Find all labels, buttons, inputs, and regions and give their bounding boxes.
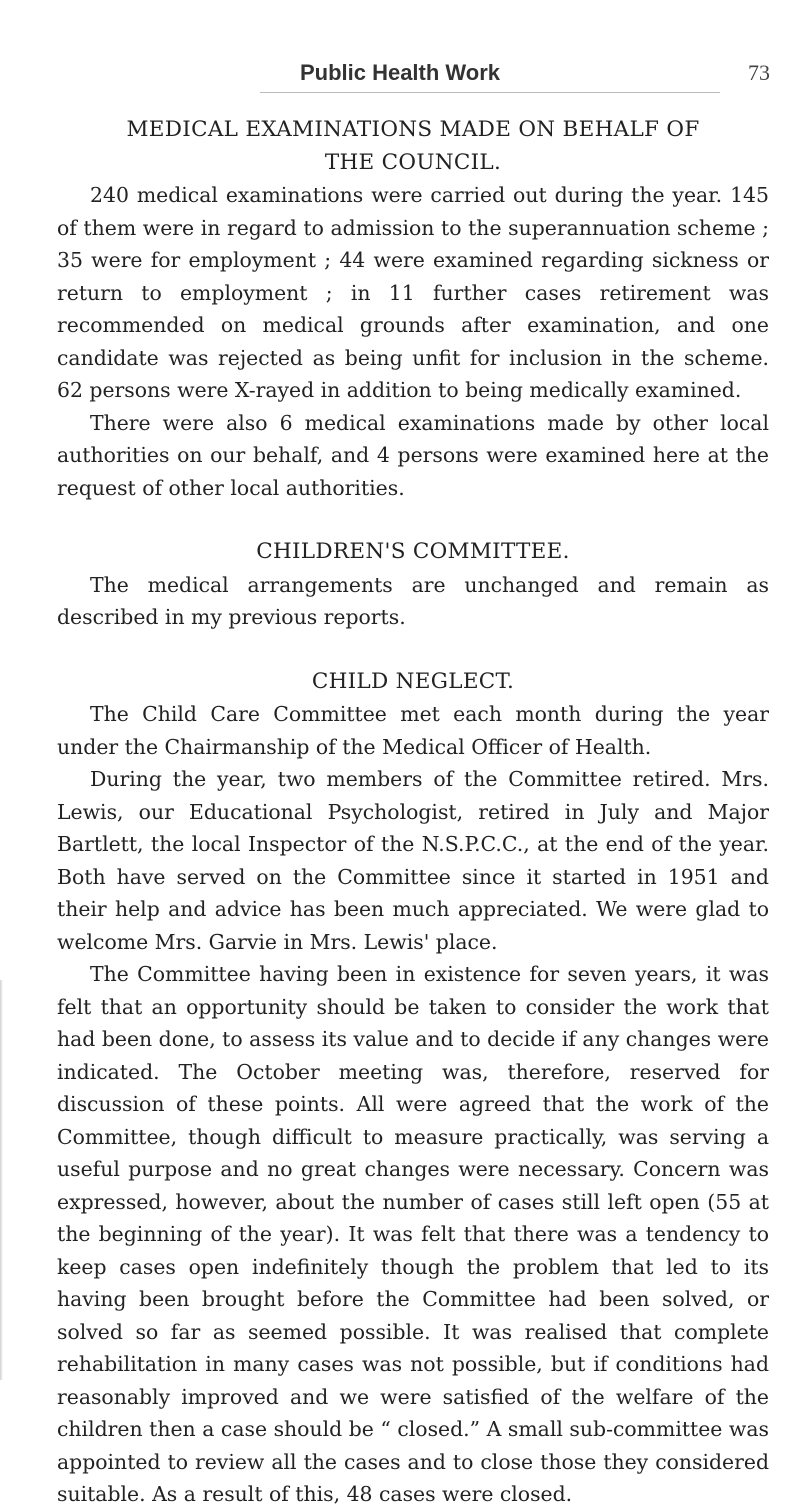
paragraph: The Child Care Committee met each month during the year under the Chairmanship of the Medical Officer of Health.: [57, 702, 769, 759]
section-child-neglect: [57, 666, 769, 1511]
page-header: [0, 56, 800, 96]
section-childrens-committee: [57, 536, 769, 634]
section-heading: CHILD NEGLECT.: [311, 668, 515, 694]
binding-edge-shadow: [0, 980, 3, 1380]
section-heading: [57, 114, 769, 179]
header-divider: [260, 92, 720, 93]
heading-line-1: MEDICAL EXAMINATIONS MADE ON BEHALF OF: [126, 117, 700, 142]
paragraph: 240 medical examinations were carried out during the year. 145 of them were in regard to admission to the superannuation scheme ; 35 were for employment ; 44 were examined regarding sickness or return to employment ; in 11 further cases retirement was recommended on medical grounds after examination, and one candidate was rejected as being unfit for inclusion in the scheme. 62 persons were X-rayed in addition to being medically examined.: [57, 183, 769, 402]
section-medical-examinations: [57, 114, 769, 504]
page-body: [57, 114, 769, 1511]
paragraph: The medical arrangements are unchanged and remain as described in my previous reports.: [57, 572, 769, 629]
paragraph: The Committee having been in existence for seven years, it was felt that an opportunity should be taken to consider the work that had been done, to assess its value and to decide if any changes were indicated. The October meeting was, therefore, reserved for discussion of these points. All were agreed that the work of the Committee, though difficult to measure practically, was serving a useful purpose and no great changes were necessary. Concern was expressed, however, about the number of cases still left open (55 at the beginning of the year). It was felt that there was a tendency to keep cases open indefinitely though the problem that led to its having been brought before the Committee had been solved, or solved so far as seemed possible. It was realised that complete rehabilitation in many cases was not possible, but if conditions had reasonably improved and we were satisfied of the welfare of the children then a case should be “ closed.” A small sub-committee was appointed to review all the cases and to close those they considered suitable. As a result of this, 48 cases were closed.: [57, 962, 769, 1506]
heading-line-2: THE COUNCIL.: [324, 149, 502, 175]
section-heading: CHILDREN'S COMMITTEE.: [256, 539, 570, 564]
running-title: Public Health Work: [299, 60, 501, 85]
paragraph: During the year, two members of the Committee retired. Mrs. Lewis, our Educational Psychologist, retired in July and Major Bartlett, the local Inspector of the N.S.P.C.C., at the end of the year. Both have served on the Committee since it started in 1951 and their help and advice has been much appreciated. We were glad to welcome Mrs. Garvie in Mrs. Lewis' place.: [57, 767, 769, 954]
paragraph: There were also 6 medical examinations made by other local authorities on our behalf, and 4 persons were examined here at the request of other local authorities.: [57, 410, 769, 500]
page-number: 73: [748, 60, 770, 85]
